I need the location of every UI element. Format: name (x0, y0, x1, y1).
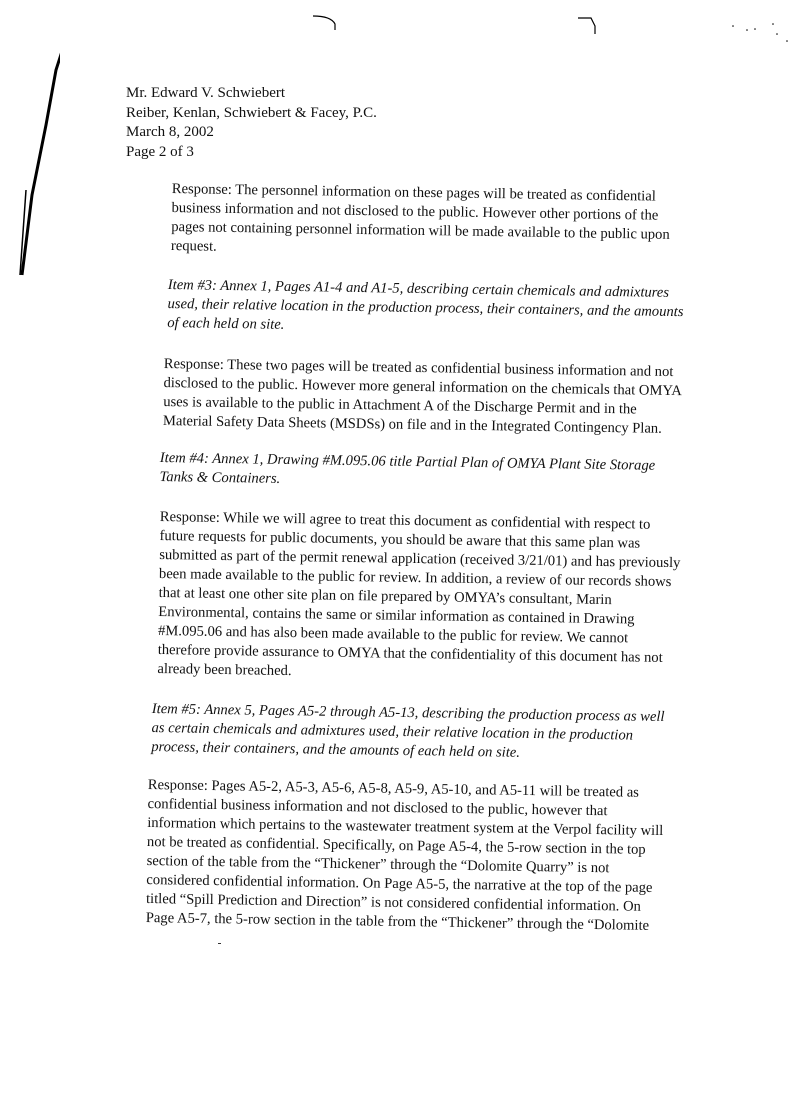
item-4 (159, 449, 655, 495)
text-line: process, their containers, and the amounts of each held on site. (151, 738, 521, 761)
text-line: not be treated as confidential. Specifically, on Page A5-4, the 5-row section in the top (146, 833, 646, 858)
scan-corner-mark-left (305, 10, 345, 40)
text-line: confidential business information and not disclosed to the public, however that (147, 795, 608, 820)
letter-date: March 8, 2002 (126, 124, 214, 140)
text-line: used, their relative location in the production process, their containers, and the amounts (167, 295, 684, 321)
scan-corner-mark-right (575, 12, 605, 42)
response-item-5 (146, 776, 664, 936)
response-item-3 (163, 355, 682, 439)
text-line: therefore provide assurance to OMYA that the confidentiality of this document has not (157, 641, 663, 666)
recipient-name: Mr. Edward V. Schwiebert (126, 85, 286, 101)
text-line: pages not containing personnel information will be made available to the public upon (171, 218, 670, 243)
text-line: Response: Pages A5-2, A5-3, A5-6, A5-8, A5-9, A5-10, and A5-11 will be treated as (147, 776, 640, 801)
text-line: uses is available to the public in Attachment A of the Discharge Permit and in the (163, 393, 637, 418)
page-number: Page 2 of 3 (126, 143, 194, 160)
item-3 (167, 276, 684, 341)
text-line: Page A5-7, the 5-row section in the table from the “Thickener” through the “Dolomite (145, 909, 650, 934)
text-line: as certain chemicals and admixtures used, their relative location in the production (151, 719, 634, 744)
response-item-4 (157, 508, 681, 687)
text-line: business information and not disclosed to the public. However other portions of the (171, 199, 659, 224)
text-line: submitted as part of the permit renewal application (received 3/21/01) and has previously (159, 546, 681, 572)
text-line: Material Safety Data Sheets (MSDSs) on file and in the Integrated Contingency Plan. (162, 412, 662, 437)
text-line: #M.095.06 and has also been made available to the public for review. We cannot (157, 622, 629, 647)
text-line: Item #4: Annex 1, Drawing #M.095.06 title Partial Plan of OMYA Plant Site Storage (159, 449, 656, 474)
text-line: already been breached. (157, 660, 292, 680)
item-5 (151, 700, 665, 765)
text-line: Response: The personnel information on these pages will be treated as confidential (171, 180, 656, 205)
text-line: considered confidential information. On Page A5-5, the narrative at the top of the page (146, 871, 653, 896)
recipient-firm: Reiber, Kenlan, Schwiebert & Facey, P.C. (126, 104, 377, 121)
text-line: request. (170, 237, 217, 255)
scan-speckle (725, 18, 795, 58)
letter-header (126, 84, 377, 162)
text-line: Item #5: Annex 5, Pages A5-2 through A5-13, describing the production process as well (151, 700, 665, 726)
text-line: disclosed to the public. However more general information on the chemicals that OMYA (163, 374, 682, 400)
text-line: Response: These two pages will be treated as confidential business information and not (163, 355, 674, 381)
text-line: that at least one other site plan on file prepared by OMYA’s consultant, Marin (158, 584, 612, 609)
scan-speckle-bottom (218, 943, 221, 944)
scan-edge-mark (0, 0, 60, 320)
response-item-2 (171, 180, 671, 264)
text-line: of each held on site. (167, 314, 285, 333)
text-line: information which pertains to the wastewater treatment system at the Verpol facility will (147, 814, 664, 840)
text-line: Environmental, contains the same or similar information as contained in Drawing (158, 603, 635, 628)
text-line: Response: While we will agree to treat this document as confidential with respect to (159, 508, 651, 533)
text-line: Item #3: Annex 1, Pages A1-4 and A1-5, describing certain chemicals and admixtures (167, 276, 670, 301)
text-line: been made available to the public for review. In addition, a review of our records shows (158, 565, 672, 591)
text-line: section of the table from the “Thickener” through the “Dolomite Quarry” is not (146, 852, 610, 877)
text-line: Tanks & Containers. (159, 468, 281, 487)
text-line: future requests for public documents, you should be aware that this same plan was (159, 527, 641, 552)
text-line: titled “Spill Prediction and Direction” is not considered confidential information. On (145, 890, 641, 915)
